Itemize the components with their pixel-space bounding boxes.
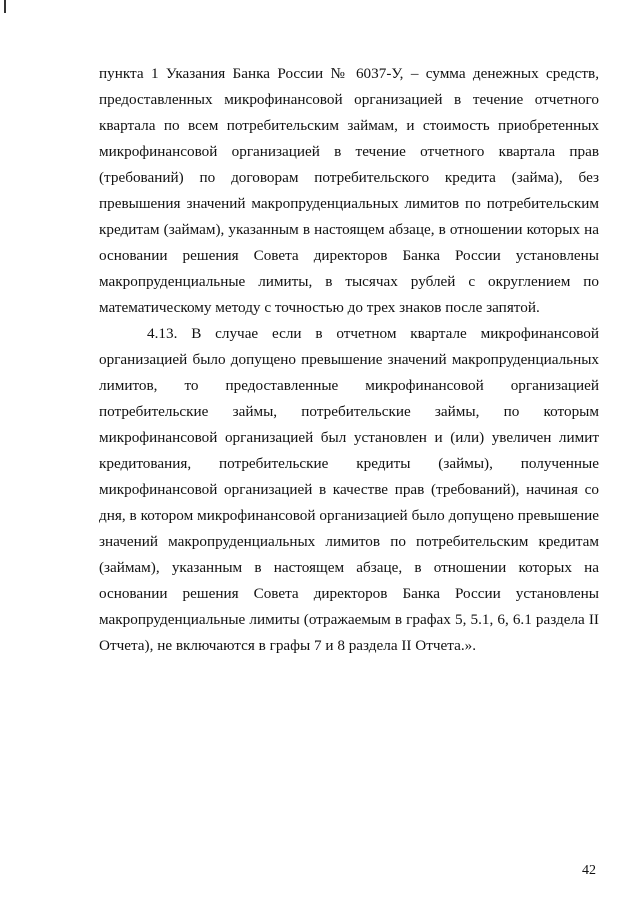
- paragraph-continuation: пункта 1 Указания Банка России № 6037-У, – сумма денежных средств, предоставленных микрофинансовой организацией в течение отчетного квартала по всем потребительским займам, и стоимость приобретенных микрофинансовой организацией в течение отчетного квартала прав (требований) по договорам потребительского кредита (займа), без превышения значений макропруденциальных лимитов по потребительским кредитам (займам), указанным в настоящем абзаце, в отношении которых на основании решения Совета директоров Банка России установлены макропруденциальные лимиты, в тысячах рублей с округлением по математическому методу с точностью до трех знаков после запятой.: [99, 65, 599, 316]
- paragraph-4-13: 4.13. В случае если в отчетном квартале микрофинансовой организацией было допущено превышение значений макропруденциальных лимитов, то предоставленные микрофинансовой организацией потребительские займы, потребительские займы, по которым микрофинансовой организацией был установлен и (или) увеличен лимит кредитования, потребительские кредиты (займы), полученные микрофинансовой организацией в качестве прав (требований), начиная со дня, в котором микрофинансовой организацией было допущено превышение значений макропруденциальных лимитов по потребительским кредитам (займам), указанным в настоящем абзаце, в отношении которых на основании решения Совета директоров Банка России установлены макропруденциальные лимиты (отражаемым в графах 5, 5.1, 6, 6.1 раздела II Отчета), не включаются в графы 7 и 8 раздела II Отчета.».: [99, 325, 599, 654]
- scan-artifact-mark: [4, 0, 6, 13]
- page-number: 42: [582, 863, 596, 878]
- document-page: [99, 61, 599, 659]
